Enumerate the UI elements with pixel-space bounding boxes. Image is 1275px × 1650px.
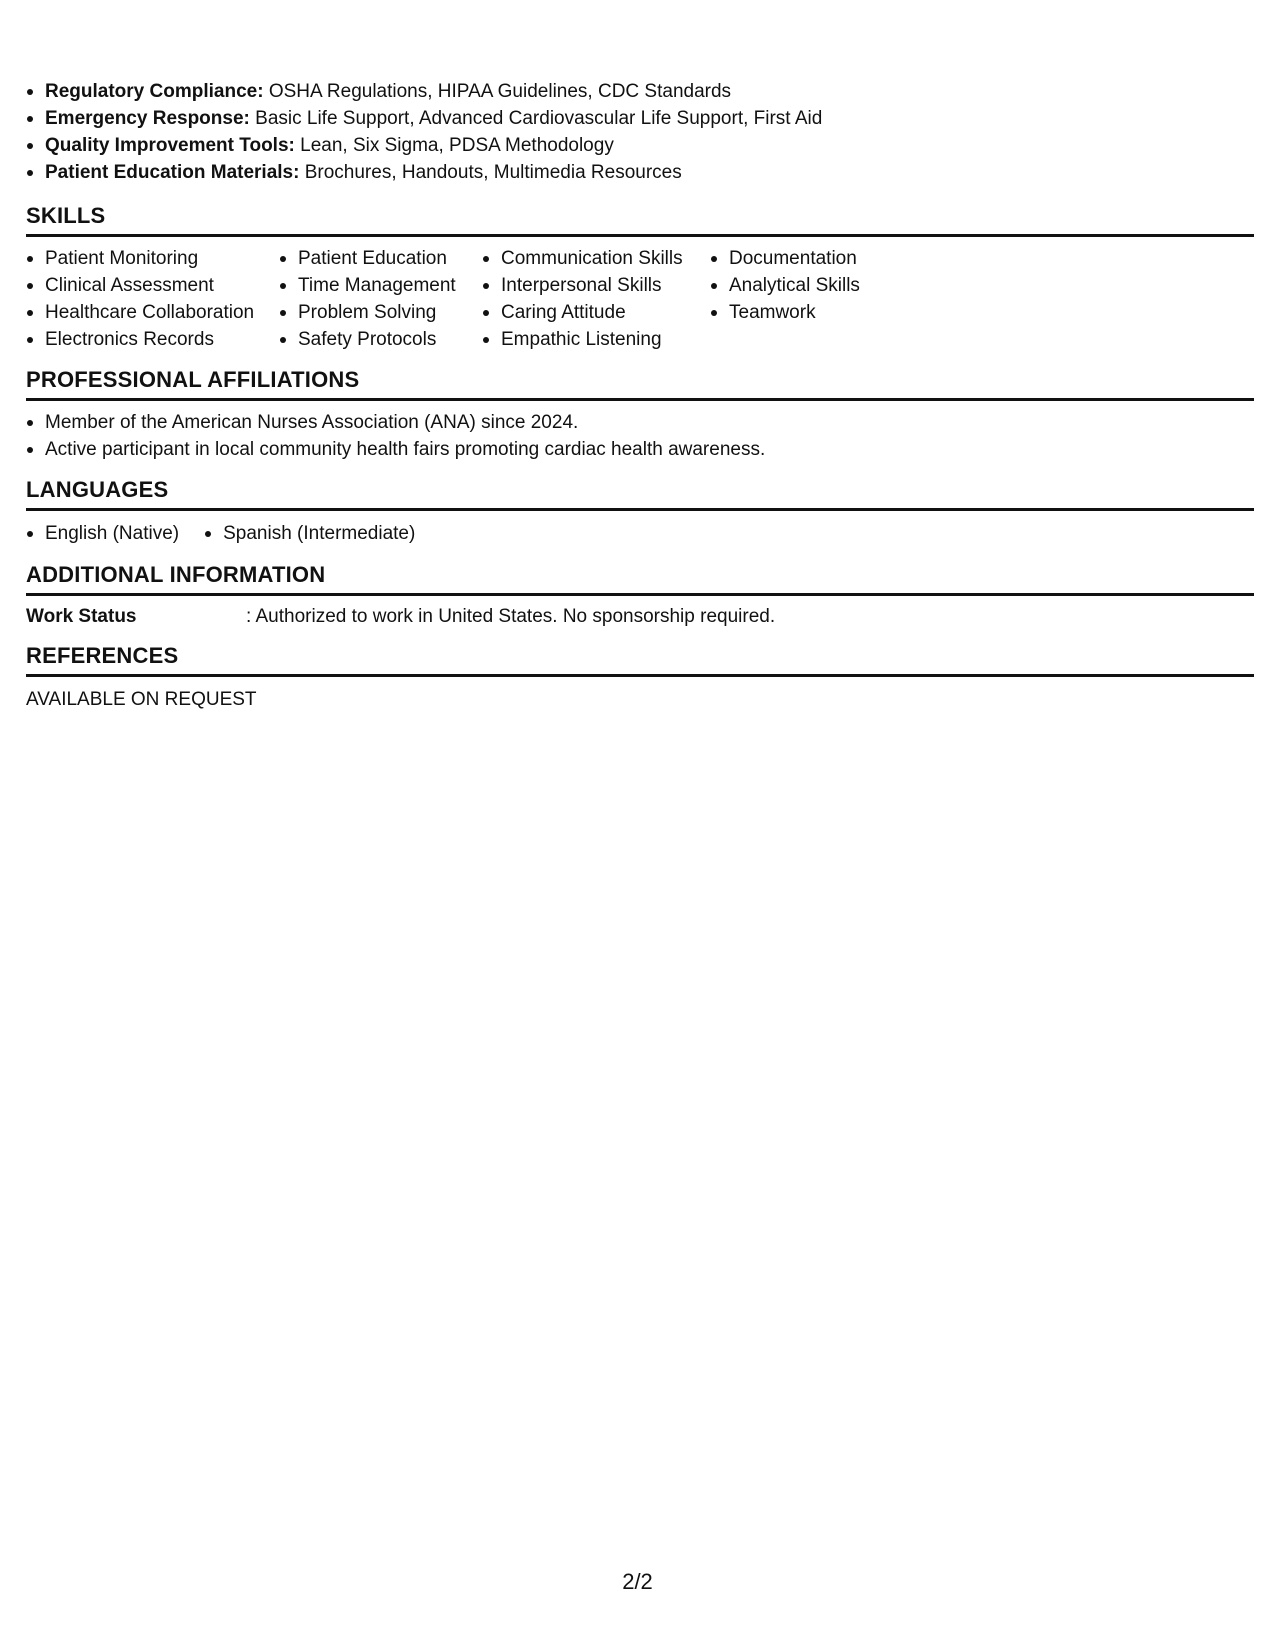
tool-category-label: Regulatory Compliance: xyxy=(45,81,264,102)
skill-item: Teamwork xyxy=(710,299,910,326)
skills-column xyxy=(482,245,710,353)
additional-info-divider xyxy=(26,593,1254,596)
language-item: English (Native) xyxy=(26,520,179,547)
list-item xyxy=(26,132,822,159)
skills-column xyxy=(279,245,482,353)
affiliations-divider xyxy=(26,398,1254,401)
affiliations-list xyxy=(26,409,765,463)
tool-category-value: Lean, Six Sigma, PDSA Methodology xyxy=(300,135,614,156)
tool-category-label: Quality Improvement Tools: xyxy=(45,135,295,156)
skill-item: Caring Attitude xyxy=(482,299,710,326)
references-text: AVAILABLE ON REQUEST xyxy=(26,689,257,710)
skills-column xyxy=(26,245,279,353)
tool-category-label: Patient Education Materials: xyxy=(45,162,300,183)
skill-item: Time Management xyxy=(279,272,482,299)
skill-item: Healthcare Collaboration xyxy=(26,299,279,326)
skill-item: Problem Solving xyxy=(279,299,482,326)
references-divider xyxy=(26,674,1254,677)
languages-heading: LANGUAGES xyxy=(26,477,169,502)
skill-item: Safety Protocols xyxy=(279,326,482,353)
work-status-value: : Authorized to work in United States. No sponsorship required. xyxy=(246,606,776,627)
references-heading: REFERENCES xyxy=(26,643,179,668)
skill-item: Clinical Assessment xyxy=(26,272,279,299)
work-status-row xyxy=(26,604,775,630)
languages-divider xyxy=(26,508,1254,511)
affiliation-item: Active participant in local community health fairs promoting cardiac health awareness. xyxy=(26,436,765,463)
language-item: Spanish (Intermediate) xyxy=(204,520,415,547)
tool-category-value: OSHA Regulations, HIPAA Guidelines, CDC Standards xyxy=(268,81,732,102)
skill-item: Documentation xyxy=(710,245,910,272)
list-item xyxy=(26,159,822,186)
skill-item: Patient Monitoring xyxy=(26,245,279,272)
tool-category-label: Emergency Response: xyxy=(45,108,250,129)
affiliations-heading: PROFESSIONAL AFFILIATIONS xyxy=(26,367,360,392)
affiliation-item: Member of the American Nurses Association (ANA) since 2024. xyxy=(26,409,765,436)
page-number: 2/2 xyxy=(622,1569,653,1594)
additional-info-heading: ADDITIONAL INFORMATION xyxy=(26,562,326,587)
skills-column xyxy=(710,245,910,353)
work-status-label: Work Status xyxy=(26,606,137,627)
skills-grid xyxy=(26,245,910,353)
skill-item: Empathic Listening xyxy=(482,326,710,353)
skills-divider xyxy=(26,234,1254,237)
tool-category-value: Brochures, Handouts, Multimedia Resources xyxy=(304,162,682,183)
skills-heading: SKILLS xyxy=(26,203,106,228)
skill-item: Communication Skills xyxy=(482,245,710,272)
list-item xyxy=(26,78,822,105)
tools-list xyxy=(26,78,822,186)
skill-item: Patient Education xyxy=(279,245,482,272)
languages-list xyxy=(26,520,440,547)
tool-category-value: Basic Life Support, Advanced Cardiovascular Life Support, First Aid xyxy=(255,108,823,129)
skill-item: Interpersonal Skills xyxy=(482,272,710,299)
skill-item: Analytical Skills xyxy=(710,272,910,299)
list-item xyxy=(26,105,822,132)
skill-item: Electronics Records xyxy=(26,326,279,353)
